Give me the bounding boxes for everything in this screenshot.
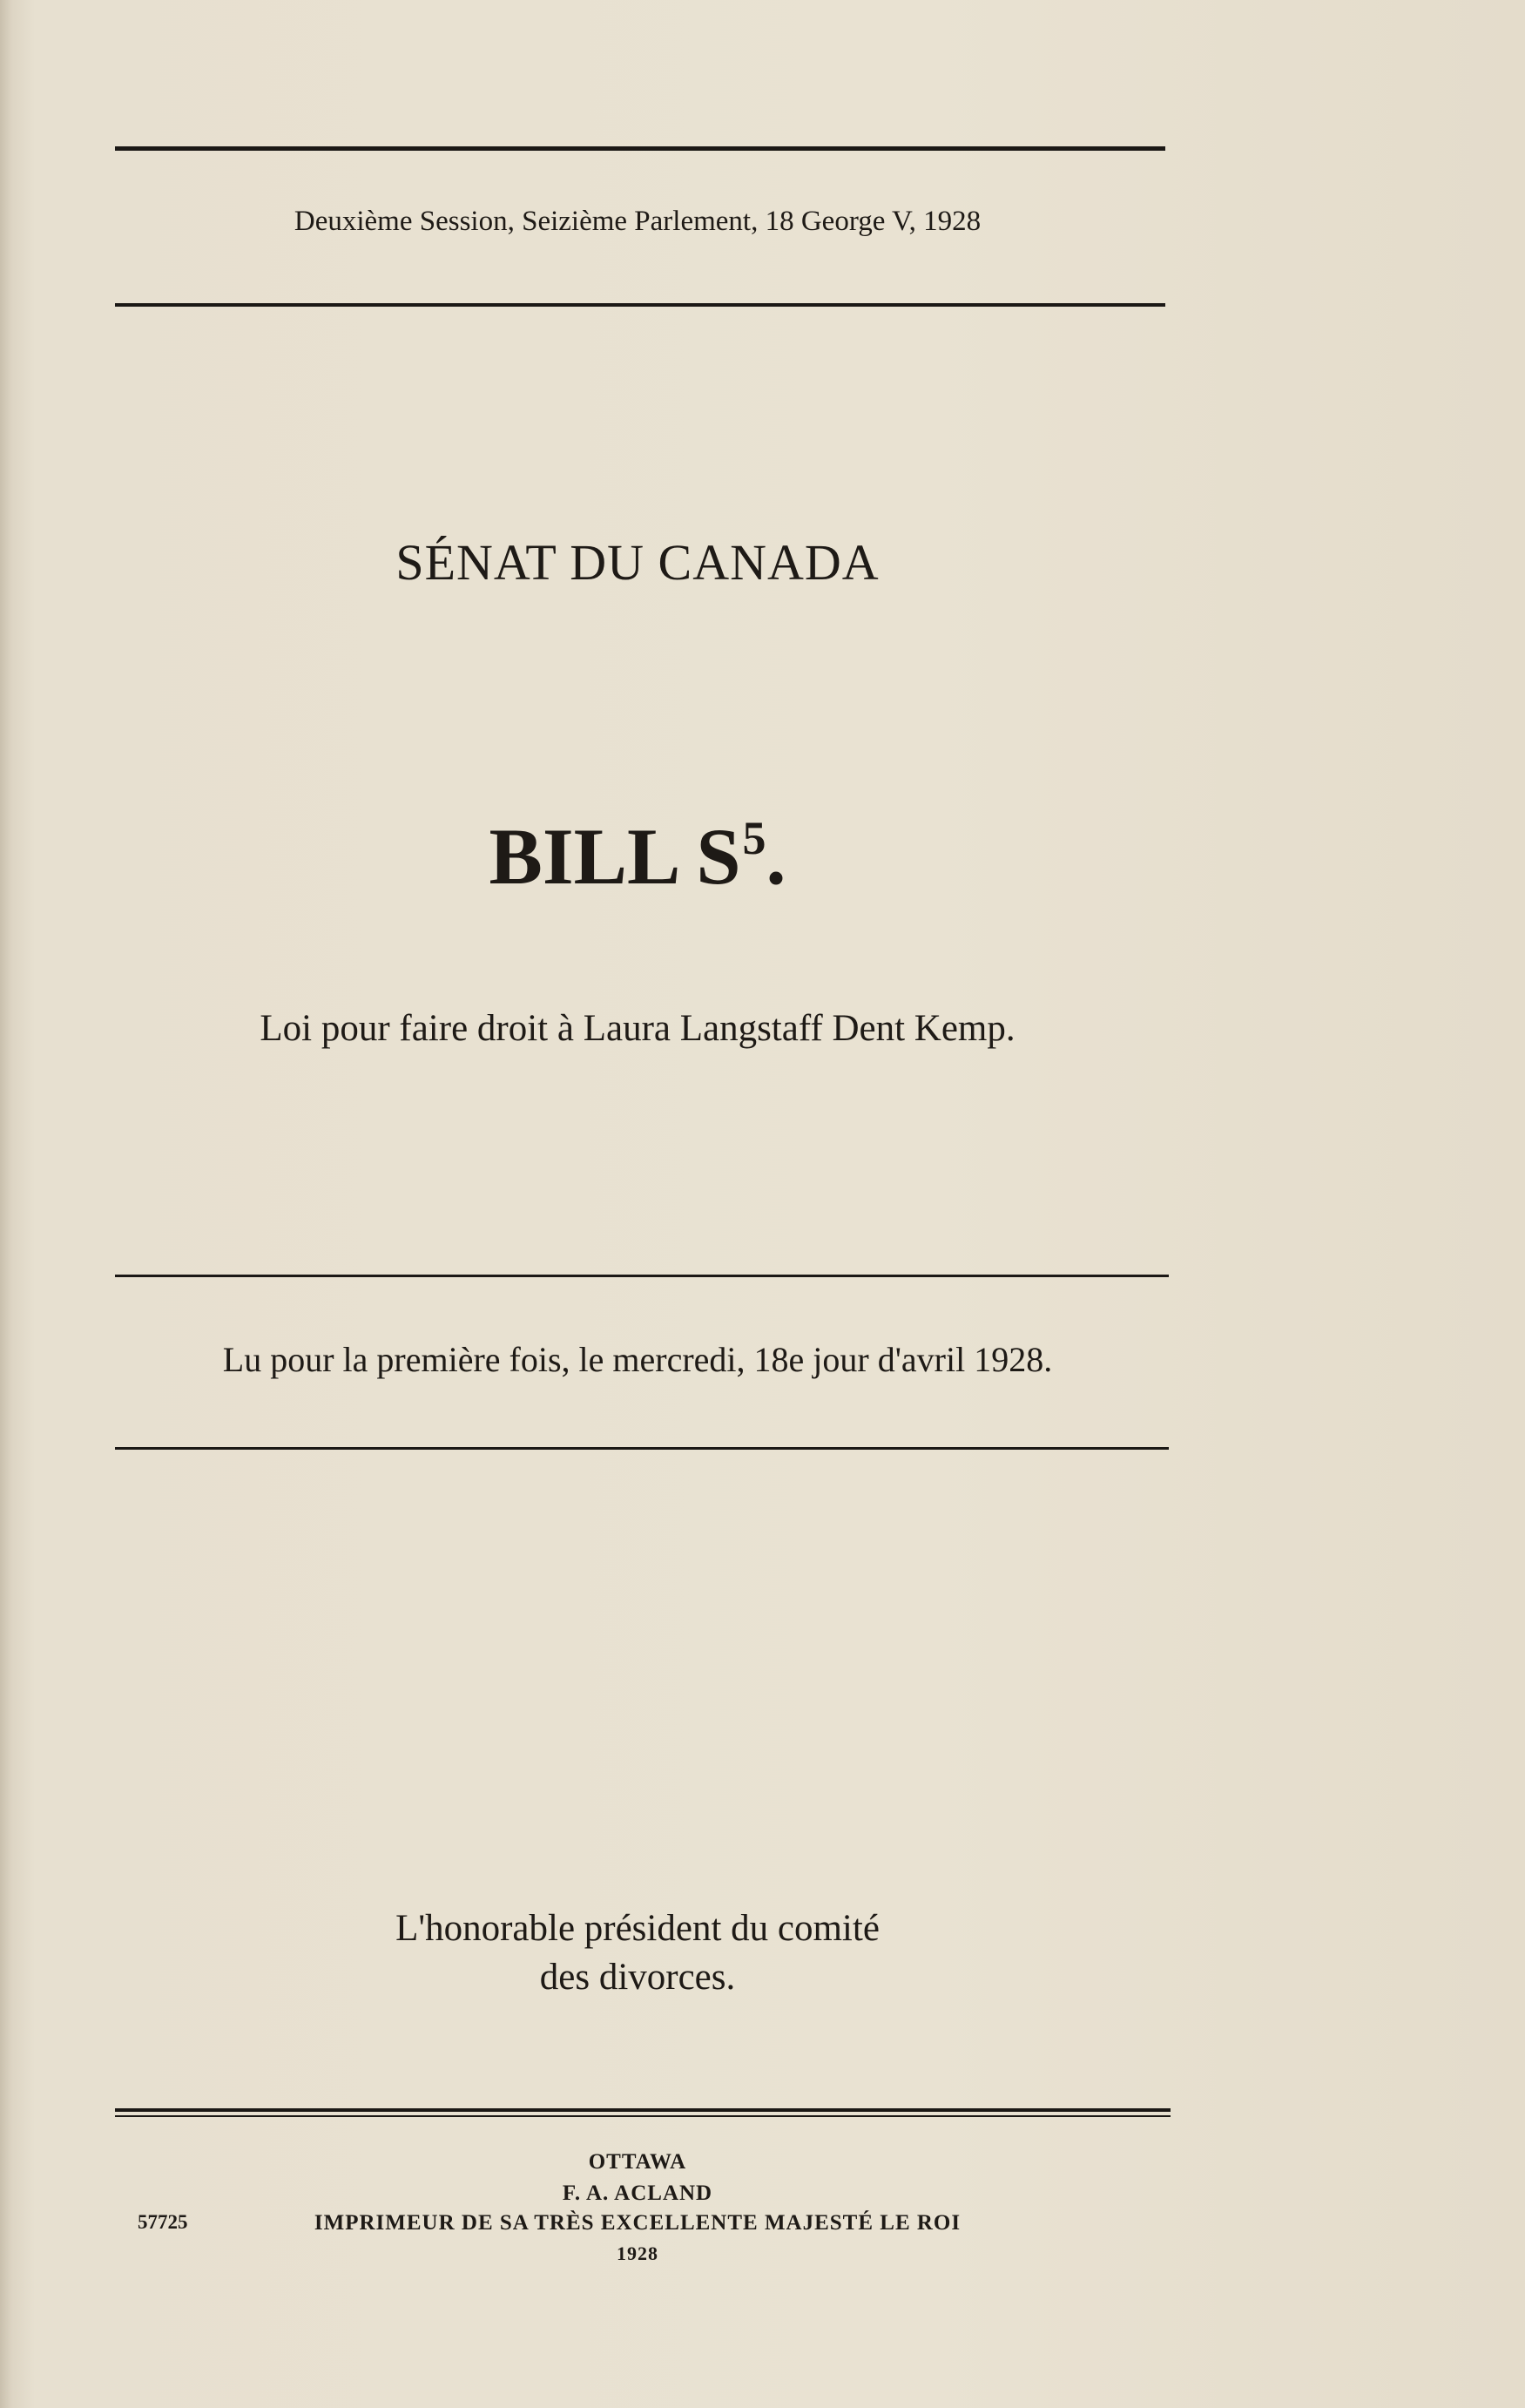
header-rule xyxy=(115,303,1165,307)
bill-suffix: . xyxy=(766,812,786,901)
sponsor-line-2: des divorces. xyxy=(539,1957,736,1998)
imprint-rule-top xyxy=(115,2108,1171,2112)
imprint-rule-bottom xyxy=(115,2115,1171,2117)
imprint-city: OTTAWA xyxy=(588,2150,687,2174)
first-reading-line: Lu pour la première fois, le mercredi, 18e jour d'avril 1928. xyxy=(222,1340,1053,1379)
print-number: 57725 xyxy=(138,2211,188,2233)
session-line: Deuxième Session, Seizième Parlement, 18 George V, 1928 xyxy=(294,206,982,237)
reading-bottom-rule xyxy=(115,1447,1169,1450)
bill-superscript: 5 xyxy=(742,812,766,864)
bill-label: BILL S xyxy=(489,812,741,901)
imprint-printer-title: IMPRIMEUR DE SA TRÈS EXCELLENTE MAJESTÉ LE ROI xyxy=(314,2211,962,2235)
reading-top-rule xyxy=(115,1275,1169,1277)
bill-number xyxy=(115,810,1160,903)
sponsor-block xyxy=(115,1904,1160,2002)
imprint-year: 1928 xyxy=(617,2242,658,2264)
top-rule xyxy=(115,146,1165,151)
bill-subtitle: Loi pour faire droit à Laura Langstaff Dent Kemp. xyxy=(260,1008,1016,1049)
sponsor-line-1: L'honorable président du comité xyxy=(395,1908,880,1949)
institution-title: SÉNAT DU CANADA xyxy=(395,534,880,591)
imprint-printer: F. A. ACLAND xyxy=(562,2181,713,2205)
